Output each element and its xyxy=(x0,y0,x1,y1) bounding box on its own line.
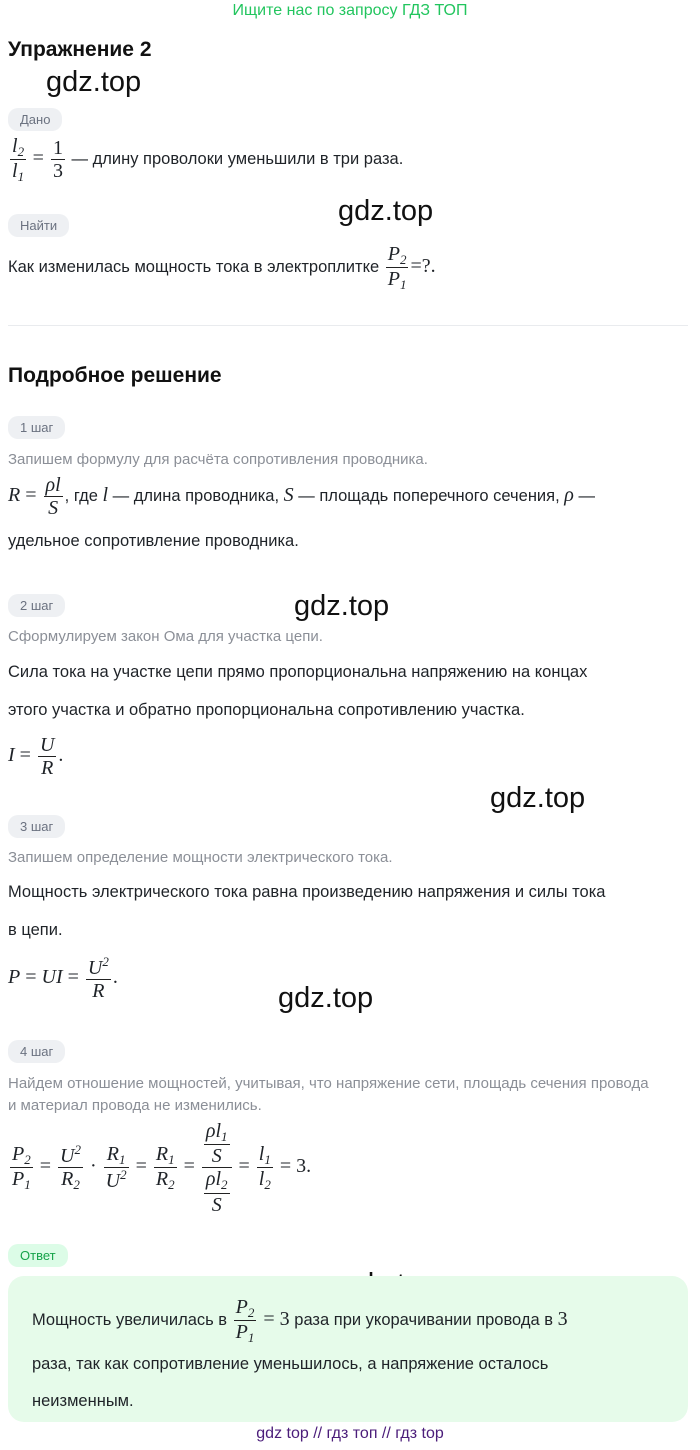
step2-text-line1: Сила тока на участке цепи прямо пропорциональна напряжению на концах xyxy=(8,663,588,681)
given-line: $\frac{l_2}{l_1}$ = $\frac{1}{3}$ — длину проволоки уменьшили в три раза. xyxy=(12,135,404,185)
step-badge: 4 шаг xyxy=(8,1040,65,1063)
step-hint: Запишем определение мощности электрического тока. xyxy=(8,849,393,866)
step-badge: 2 шаг xyxy=(8,594,65,617)
step2-formula: I = $\frac{U}{R}$ . xyxy=(8,734,64,779)
given-text: — длину проволоки уменьшили в три раза. xyxy=(71,150,404,169)
footer-links[interactable]: gdz top // гдз топ // гдз top xyxy=(256,1425,444,1442)
step3-formula: P = UI = $\frac{U^2}{R}$ . xyxy=(8,954,118,1002)
watermark: gdz.top xyxy=(46,66,142,98)
step3-text-line2: в цепи. xyxy=(8,921,63,939)
answer-badge: Ответ xyxy=(8,1244,68,1267)
answer-line3: неизменным. xyxy=(32,1392,134,1410)
step2-text-line2: этого участка и обратно пропорциональна сопротивлению участка. xyxy=(8,701,525,719)
top-banner: Ищите нас по запросу ГДЗ ТОП xyxy=(232,2,468,19)
step-hint: Запишем формулу для расчёта сопротивления проводника. xyxy=(8,451,428,468)
watermark: gdz.top xyxy=(338,195,434,227)
formula-p2-over-p1: $\frac{P_2}{P_1}$ xyxy=(387,243,407,293)
solution-title: Подробное решение xyxy=(8,364,222,387)
step-badge: 1 шаг xyxy=(8,416,65,439)
find-badge: Найти xyxy=(8,214,69,237)
divider xyxy=(8,325,688,326)
step-hint: Найдем отношение мощностей, учитывая, что напряжение сети, площадь сечения провода и материал провода не изменились. xyxy=(8,1075,649,1114)
step-hint: Сформулируем закон Ома для участка цепи. xyxy=(8,628,323,645)
step1-formula-line: R = $\frac{\rho l}{S}$ , где l — длина проводника, S — площадь поперечного сечения, ρ — xyxy=(8,474,595,519)
step4-formula: $\frac{P_2}{P_1}$ = $\frac{U^2}{R_2}$ · $\frac{R_1}{U^2}$ = $\frac{R_1}{R_2}$ = $\frac{\frac{\rho l_1}{S}}{\frac{\rho l_2}{S}}$ = $\frac{l_1}{l_2}$ = 3. xyxy=(12,1120,312,1216)
formula-u-over-r: $\frac{U}{R}$ xyxy=(39,734,55,779)
formula-l2-over-l1: $\frac{l_2}{l_1}$ xyxy=(12,135,25,185)
find-suffix: =?. xyxy=(410,255,436,278)
answer-line1: Мощность увеличилась в $\frac{P_2}{P_1}$ = 3 раза при укорачивании провода в 3 xyxy=(32,1296,568,1346)
find-line xyxy=(8,243,436,293)
formula-rho-l-over-s: $\frac{\rho l}{S}$ xyxy=(45,474,61,519)
answer-line2: раза, так как сопротивление уменьшилось, а напряжение осталось xyxy=(32,1355,549,1373)
step-badge: 3 шаг xyxy=(8,815,65,838)
step1-text: удельное сопротивление проводника. xyxy=(8,532,299,550)
watermark: gdz.top xyxy=(294,590,390,622)
watermark: gdz.top xyxy=(490,782,586,814)
watermark: gdz.top xyxy=(278,982,374,1014)
step3-text-line1: Мощность электрического тока равна произведению напряжения и силы тока xyxy=(8,883,606,901)
formula-one-third: $\frac{1}{3}$ xyxy=(52,137,63,183)
page-title: Упражнение 2 xyxy=(8,38,152,61)
find-text: Как изменилась мощность тока в электроплитке xyxy=(8,258,380,277)
formula-u2-over-r: $\frac{U^2}{R}$ xyxy=(87,954,109,1002)
formula-p2-over-p1: $\frac{P_2}{P_1}$ xyxy=(235,1296,255,1346)
given-badge: Дано xyxy=(8,108,62,131)
